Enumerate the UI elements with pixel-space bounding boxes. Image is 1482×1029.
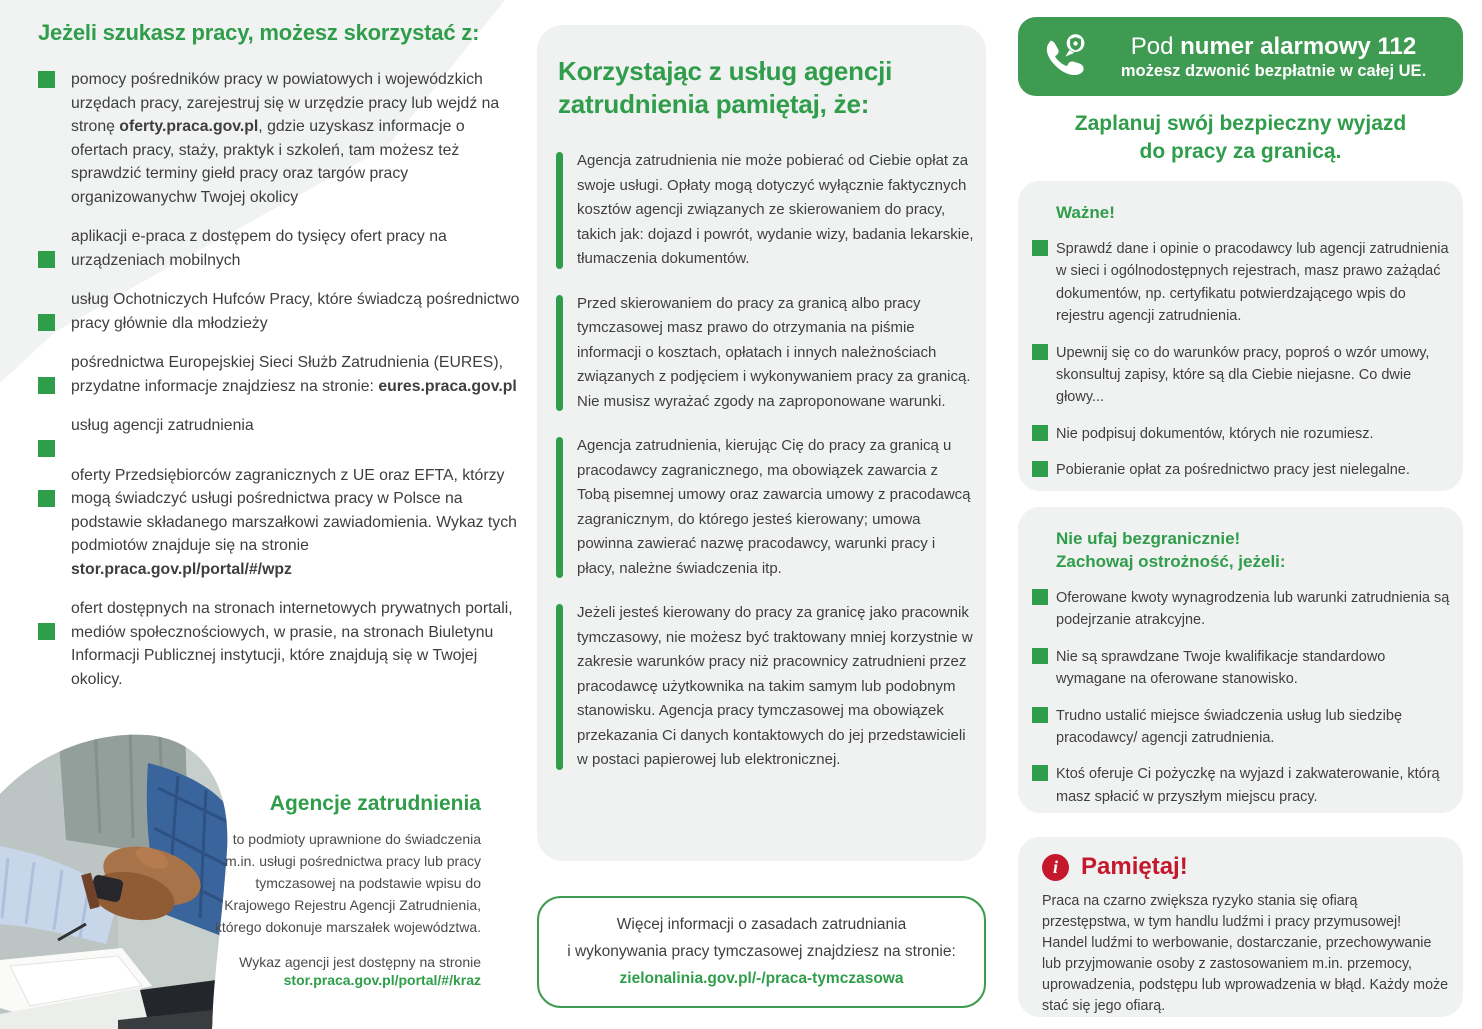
info-icon: i <box>1042 854 1069 881</box>
oferty-praca-link[interactable]: oferty.praca.gov.pl <box>119 118 259 135</box>
agency-info-block <box>211 792 481 988</box>
green-square-bullet-icon <box>1032 461 1048 477</box>
text-segment: , gdzie uzyskasz informacje o ofertach pracy, staży, praktyk i szkoleń, tam możesz też sprawdzić terminy giełd pracy oraz targów pracy organizowanychw Twojej okolicy <box>71 118 465 206</box>
text-segment: oferty Przedsiębiorców zagranicznych z UE oraz EFTA, którzy mogą świadczyć usługi pośrednictwa pracy w Polsce na podstawie składanego marszałkowi zawiadomienia. Wykaz tych podmiotów znajduje się na stronie <box>71 466 517 554</box>
important-box <box>1018 181 1463 491</box>
list-item <box>1032 238 1453 328</box>
list-item-text: Ktoś oferuje Ci pożyczkę na wyjazd i zakwaterowanie, którą masz spłacić w przyszłym miejscu pracy. <box>1056 766 1440 805</box>
text-segment: Pod <box>1130 32 1181 60</box>
list-item <box>1032 423 1453 445</box>
list-item-text: Nie podpisuj dokumentów, których nie rozumiesz. <box>1056 425 1374 442</box>
paragraph-text: Agencja zatrudnienia nie może pobierać od Ciebie opłat za swoje usługi. Opłaty mogą dotyczyć wyłącznie faktycznych kosztów agencji związanych ze skierowaniem do pracy, takich jak: dojazd i powrót, wydanie wizy, badania lekarskie, tłumaczenia dokumentów. <box>577 152 974 267</box>
text-segment: numer alarmowy 112 <box>1180 32 1417 60</box>
plan-heading <box>1018 110 1463 165</box>
emergency-banner <box>1018 17 1463 96</box>
green-square-bullet-icon <box>38 377 55 394</box>
list-item-text: Pobieranie opłat za pośrednictwo pracy jest nielegalne. <box>1056 462 1410 479</box>
more-info-line1: Więcej informacji o zasadach zatrudniania <box>616 916 907 933</box>
caution-heading-line1: Nie ufaj bezgranicznie! <box>1056 529 1241 548</box>
green-square-bullet-icon <box>1032 707 1048 723</box>
left-panel-heading: Jeżeli szukasz pracy, możesz skorzystać z: <box>38 20 480 45</box>
phone-shield-icon <box>1038 30 1092 84</box>
more-info-box <box>537 896 986 1008</box>
green-accent-bar <box>556 604 563 770</box>
green-square-bullet-icon <box>38 251 55 268</box>
list-item-text <box>71 288 523 335</box>
green-accent-bar <box>556 437 563 578</box>
middle-card-title: Korzystając z usług agencji zatrudnienia pamiętaj, że: <box>558 56 893 119</box>
green-accent-bar <box>556 152 563 269</box>
text-segment: pośrednictwa Europejskiej Sieci Służb Zatrudnienia (EURES), przydatne informacje znajdziesz na stronie: <box>71 354 503 395</box>
list-item <box>1032 763 1453 808</box>
list-item-text <box>71 597 523 691</box>
list-item-text: Trudno ustalić miejsce świadczenia usług lub siedzibę pracodawcy/ agencji zatrudnienia. <box>1056 707 1403 747</box>
text-segment: usług agencji zatrudnienia <box>71 417 254 434</box>
remember-header <box>1042 853 1449 881</box>
list-item <box>38 351 523 398</box>
green-square-bullet-icon <box>1032 425 1048 441</box>
plan-heading-line2: do pracy za granicą. <box>1139 139 1342 163</box>
remember-box <box>1018 837 1463 1017</box>
agency-note: Wykaz agencji jest dostępny na stronie <box>239 954 481 970</box>
kraz-link[interactable]: stor.praca.gov.pl/portal/#/kraz <box>283 972 481 988</box>
stor-wpz-link[interactable]: stor.praca.gov.pl/portal/#/wpz <box>71 560 292 578</box>
list-item <box>38 464 523 582</box>
list-item <box>1032 459 1453 481</box>
banner-text <box>1092 32 1463 82</box>
list-item <box>38 414 523 438</box>
paragraph-text: Agencja zatrudnienia, kierując Cię do pracy za granicą u pracodawcy zagranicznego, ma obowiązek zawarcia z Tobą pisemnej umowy oraz zawarcia umowy z pracodawcą zagranicznym, do którego jesteś kierowany; umowa powinna zawierać nazwę pracodawcy, warunki pracy i płacy, należne świadczenia itp. <box>577 437 971 577</box>
text-segment: pomocy pośredników pracy w powiatowych i wojewódzkich urzędach pracy, zarejestruj się w urzędzie pracy lub wejdź na stronę <box>71 71 500 135</box>
green-square-bullet-icon <box>38 490 55 507</box>
list-item-text <box>71 414 523 438</box>
remember-heading: Pamiętaj! <box>1081 853 1188 880</box>
banner-line1 <box>1092 32 1455 61</box>
list-item-text <box>71 464 523 582</box>
list-item-text: Oferowane kwoty wynagrodzenia lub warunki zatrudnienia są podejrzanie atrakcyjne. <box>1056 590 1450 629</box>
list-item-text <box>71 225 523 272</box>
list-item-text <box>71 351 523 398</box>
eures-link[interactable]: eures.praca.gov.pl <box>378 377 517 395</box>
list-item <box>1032 646 1453 691</box>
green-square-bullet-icon <box>38 314 55 331</box>
paragraph-text: Jeżeli jesteś kierowany do pracy za granicę jako pracownik tymczasowy, nie możesz być traktowany mniej korzystnie w zakresie warunków pracy niż pracownicy zatrudnieni przez pracodawcę użytkownika na takim samym lub podobnym stanowisku. Agencja pracy tymczasowej ma obowiązek przekazania Ci danych kontaktowych do jej przedstawicieli w postaci papierowej lub elektronicznej. <box>577 604 973 768</box>
list-item <box>1032 587 1453 632</box>
green-square-bullet-icon <box>38 623 55 640</box>
green-square-bullet-icon <box>1032 648 1048 664</box>
left-panel <box>38 20 524 707</box>
green-square-bullet-icon <box>1032 240 1048 256</box>
handshake-photo <box>0 728 232 1029</box>
middle-paragraph <box>557 149 974 272</box>
list-item <box>38 68 523 209</box>
middle-paragraph <box>557 292 974 415</box>
list-item <box>38 225 523 272</box>
text-segment: ofert dostępnych na stronach internetowych prywatnych portali, mediów społecznościowych, w prasie, na stronach Biuletynu Informacji Publicznej instytucji, które znajdują się w Twojej okolicy. <box>71 600 513 688</box>
middle-paragraph <box>557 601 974 773</box>
green-square-bullet-icon <box>1032 344 1048 360</box>
paragraph-text: Przed skierowaniem do pracy za granicą albo pracy tymczasowej masz prawo do otrzymania na piśmie informacji o kosztach, opłatach i innych należnościach związanych z podjęciem i wykonywaniem pracy za granicą. Nie musisz wyrażać zgody na zaproponowane warunki. <box>577 294 971 410</box>
zielonalinia-link[interactable]: zielonalinia.gov.pl/-/praca-tymczasowa <box>619 970 904 987</box>
list-item <box>38 597 523 691</box>
caution-heading-line2: Zachowaj ostrożność, jeżeli: <box>1056 552 1286 571</box>
agency-heading: Agencje zatrudnienia <box>269 792 481 815</box>
text-segment: aplikacji e-praca z dostępem do tysięcy ofert pracy na urządzeniach mobilnych <box>71 228 447 269</box>
text-segment: usług Ochotniczych Hufców Pracy, które świadczą pośrednictwo pracy głównie dla młodzieży <box>71 291 520 332</box>
list-item <box>38 288 523 335</box>
caution-box <box>1018 507 1463 813</box>
list-item <box>1032 342 1453 409</box>
important-heading: Ważne! <box>1056 203 1115 222</box>
remember-body: Praca na czarno zwiększa ryzyko stania się ofiarą przestępstwa, w tym handlu ludźmi i pracy przymusowej! Handel ludźmi to werbowanie, dostarczanie, przechowywanie lub przyjmowanie osoby z zastosowaniem m.in. przemocy, uprowadzenia, podstępu lub wprowadzenia w błąd. Każdy może stać się jego ofiarą. <box>1042 893 1449 1014</box>
green-square-bullet-icon <box>1032 765 1048 781</box>
caution-heading <box>1056 527 1453 573</box>
list-item-text: Sprawdź dane i opinie o pracodawcy lub agencji zatrudnienia w sieci i ogólnodostępnych rejestrach, masz prawo zażądać dokumentów, np. certyfikatu potwierdzającego wpis do rejestru agencji zatrudnienia. <box>1056 241 1449 325</box>
plan-heading-line1: Zaplanuj swój bezpieczny wyjazd <box>1074 112 1407 135</box>
green-square-bullet-icon <box>38 71 55 88</box>
middle-paragraph <box>557 434 974 581</box>
green-accent-bar <box>556 295 563 412</box>
green-square-bullet-icon <box>38 440 55 457</box>
middle-card <box>537 25 986 861</box>
left-list <box>38 68 524 691</box>
list-item-text <box>71 68 523 209</box>
agency-body: to podmioty uprawnione do świadczenia m.in. usługi pośrednictwa pracy lub pracy tymczasowej na podstawie wpisu do Krajowego Rejestru Agencji Zatrudnienia, którego dokonuje marszałek województwa. <box>214 831 481 935</box>
green-square-bullet-icon <box>1032 589 1048 605</box>
list-item <box>1032 705 1453 750</box>
banner-line2: możesz dzwonić bezpłatnie w całej UE. <box>1120 61 1427 80</box>
list-item-text: Upewnij się co do warunków pracy, poproś o wzór umowy, skonsultuj zapisy, które są dla Ciebie niejasne. Co dwie głowy... <box>1056 344 1430 406</box>
more-info-line2: i wykonywania pracy tymczasowej znajdziesz na stronie: <box>567 943 956 960</box>
list-item-text: Nie są sprawdzane Twoje kwalifikacje standardowo wymagane na oferowane stanowisko. <box>1056 648 1386 688</box>
